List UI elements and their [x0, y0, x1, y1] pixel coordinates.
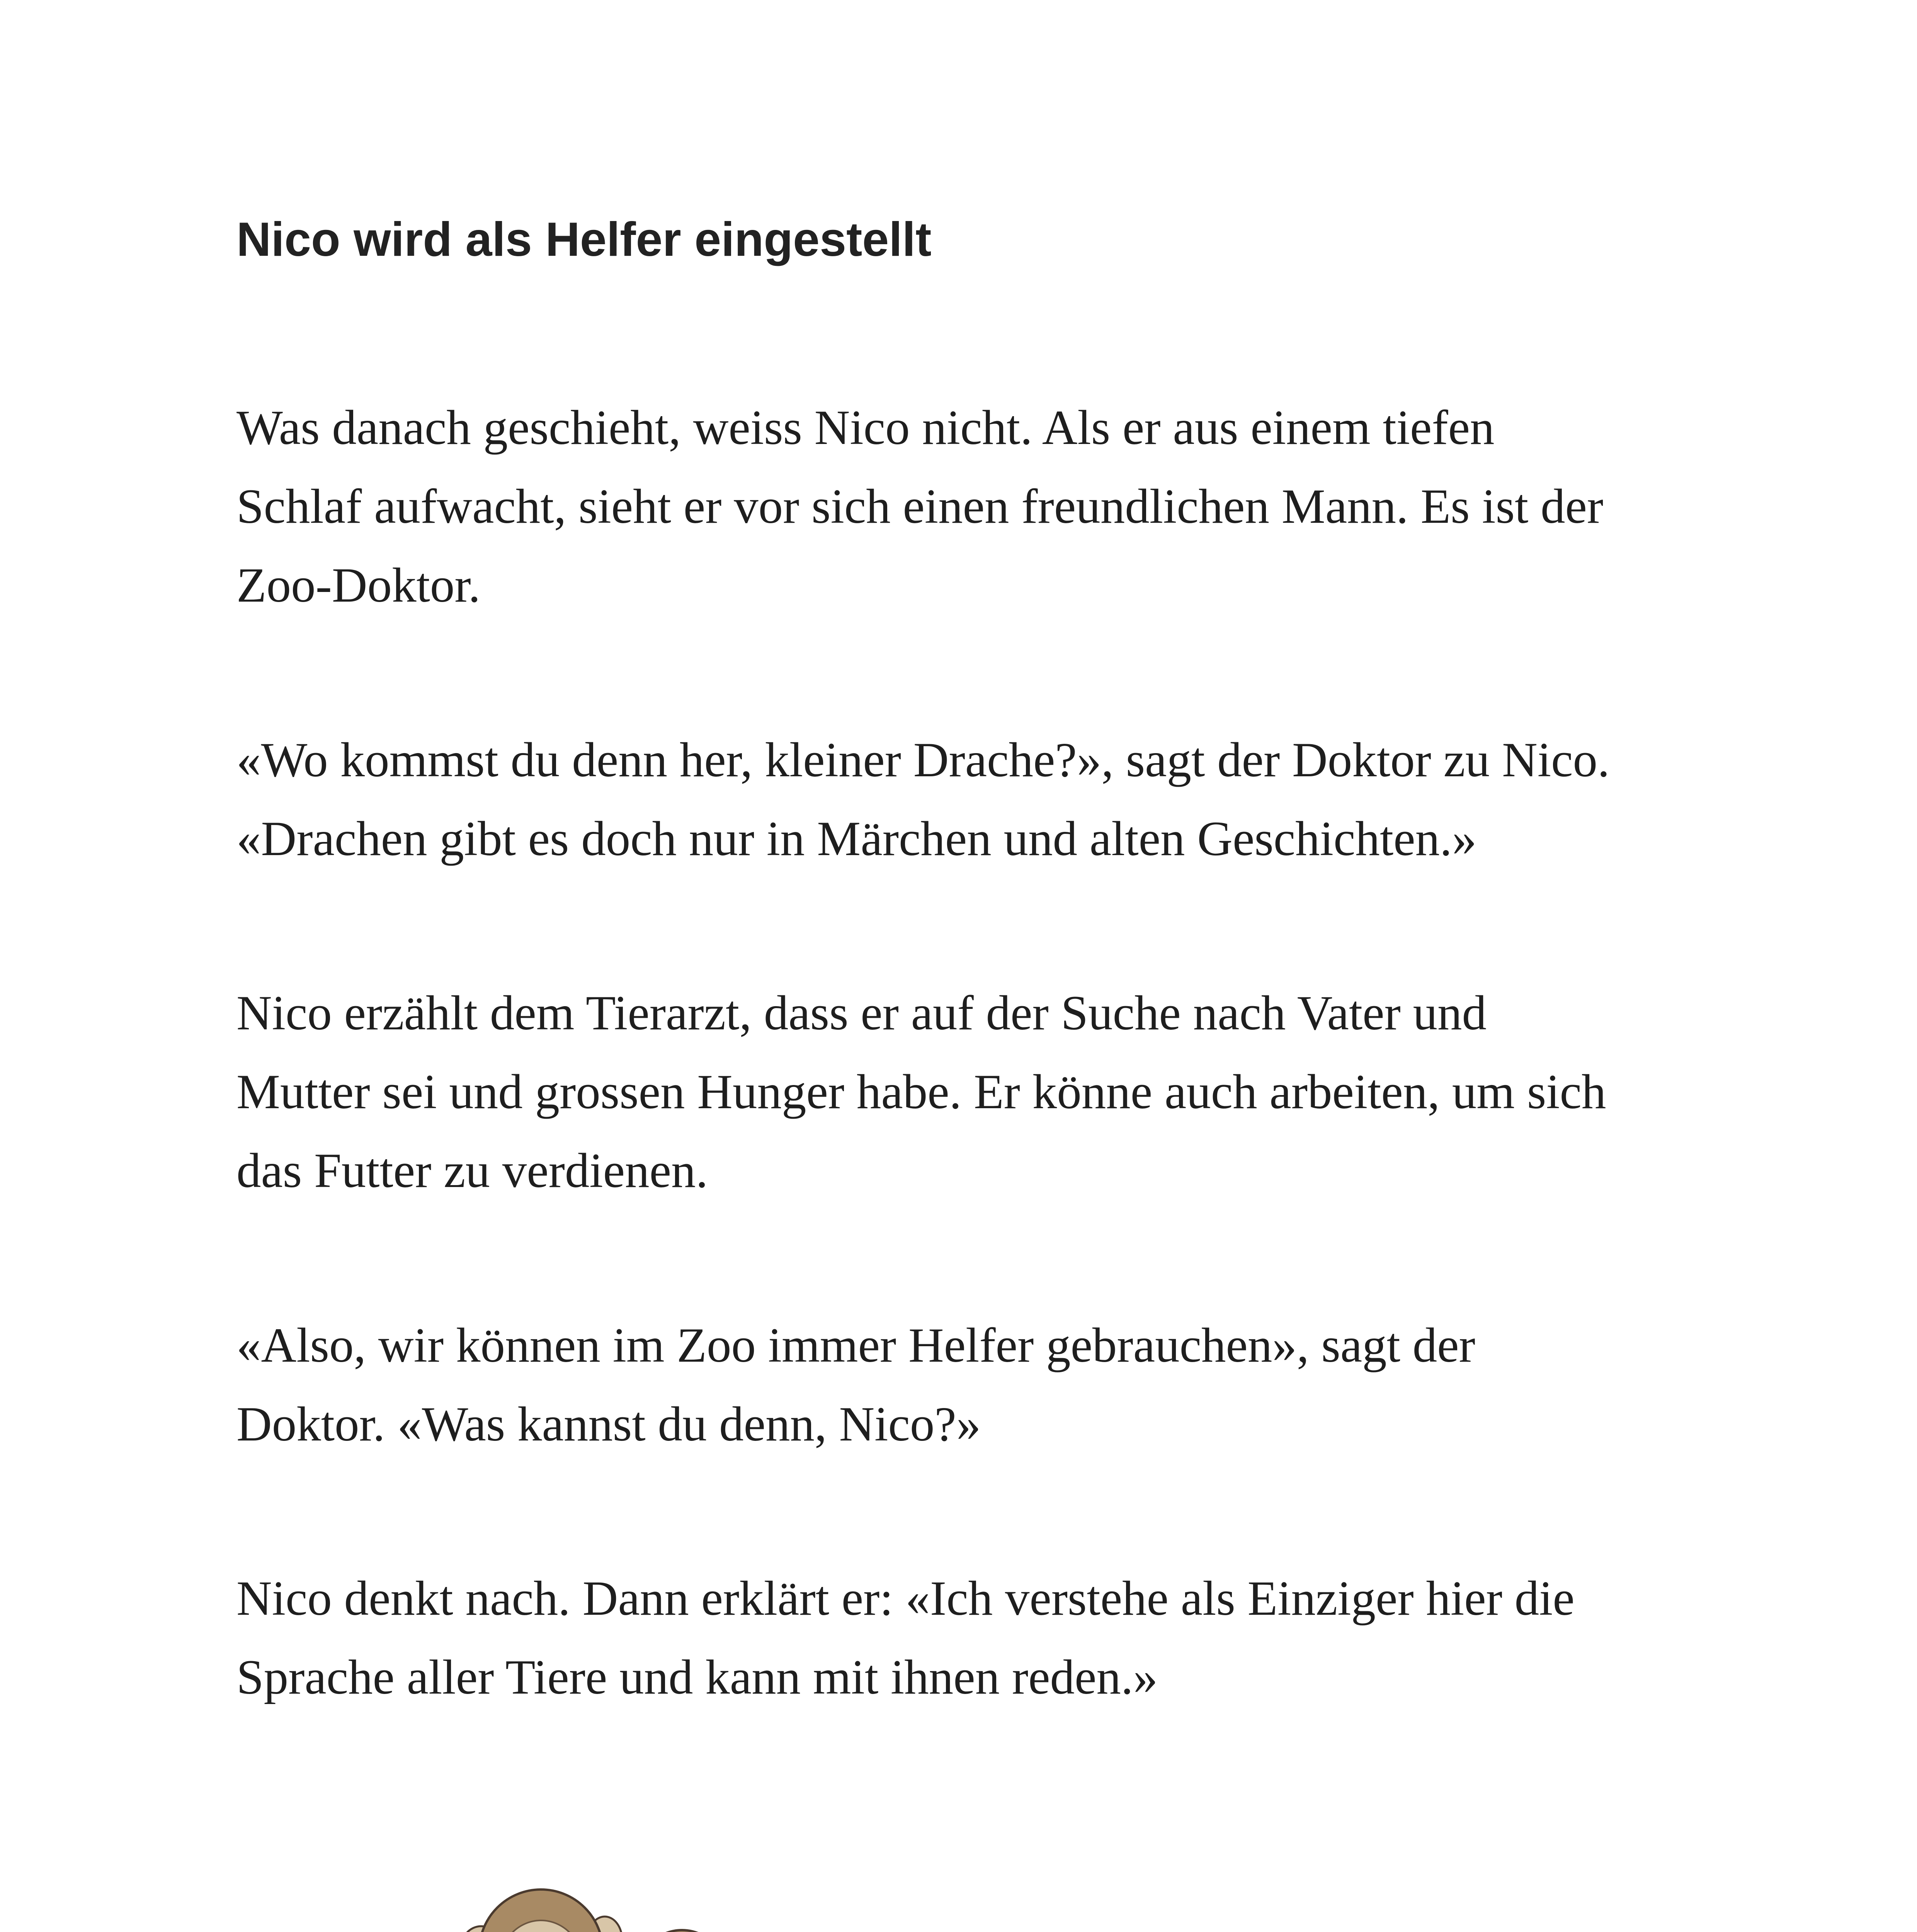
paragraph-line: Sprache aller Tiere und kann mit ihnen reden.» [236, 1650, 1158, 1704]
paragraph-line: Schlaf aufwacht, sieht er vor sich einen freundlichen Mann. Es ist der [236, 480, 1604, 534]
paragraph-line: Zoo-Doktor. [236, 558, 481, 612]
paragraph-line: das Futter zu verdienen. [236, 1144, 708, 1198]
paragraph-2 [236, 721, 1744, 878]
monkey-drawing [437, 1886, 881, 1932]
paragraph-line: Was danach geschieht, weiss Nico nicht. Als er aus einem tiefen [236, 401, 1495, 455]
paragraph-line: «Also, wir können im Zoo immer Helfer gebrauchen», sagt der [236, 1318, 1475, 1372]
paragraph-line: Nico denkt nach. Dann erklärt er: «Ich verstehe als Einziger hier die [236, 1571, 1575, 1626]
paragraph-4 [236, 1306, 1744, 1464]
paragraph-1 [236, 388, 1744, 625]
paragraph-line: Nico erzählt dem Tierarzt, dass er auf der Suche nach Vater und [236, 986, 1487, 1040]
paragraph-line: «Drachen gibt es doch nur in Märchen und alten Geschichten.» [236, 812, 1477, 866]
child-monkey [624, 1930, 759, 1932]
mother-monkey [460, 1889, 661, 1932]
paragraph-3 [236, 974, 1744, 1210]
monkey-illustration [437, 1886, 881, 1932]
page-title: Nico wird als Helfer eingestellt [236, 213, 932, 266]
paragraph-line: Doktor. «Was kannst du denn, Nico?» [236, 1397, 981, 1451]
paragraph-5 [236, 1559, 1744, 1717]
paragraph-line: «Wo kommst du denn her, kleiner Drache?», sagt der Doktor zu Nico. [236, 733, 1610, 787]
paragraph-line: Mutter sei und grossen Hunger habe. Er könne auch arbeiten, um sich [236, 1065, 1606, 1119]
